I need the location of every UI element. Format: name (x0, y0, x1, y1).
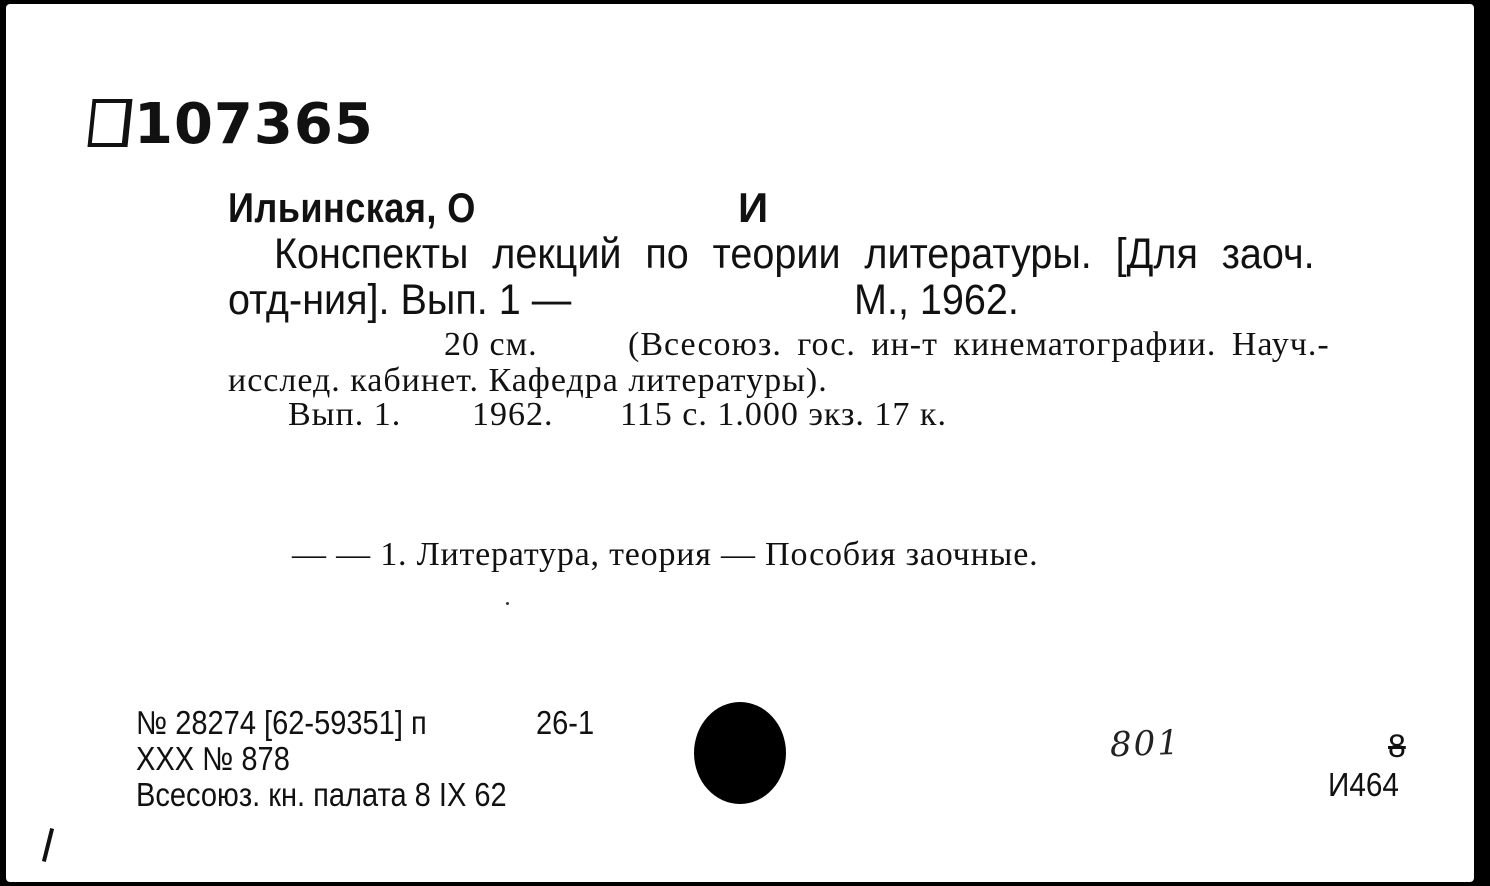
call-number (90, 92, 374, 157)
call-number-text: 107365 (134, 92, 374, 157)
author-name: Ильинская, О (228, 184, 476, 231)
volume-year: 1962. (472, 396, 554, 433)
volume: Вып. 1. (288, 396, 402, 433)
title-line-1: Конспекты лекций по теории литературы. [Для заоч. (274, 230, 1315, 278)
series-line-1: (Всесоюз. гос. ин-т кинематографии. Науч.- (628, 326, 1330, 363)
imprint-line-1: № 28274 [62-59351] п (136, 704, 427, 741)
catalog-card (6, 4, 1474, 882)
author-initial: И (738, 184, 769, 231)
volume-details: 115 с. 1.000 экз. 17 к. (620, 396, 947, 433)
title-line-2: отд-ния]. Вып. 1 — (228, 276, 572, 324)
place-year: М., 1962. (854, 276, 1019, 324)
scan-border (1474, 0, 1490, 886)
class-code-2: И464 (1328, 766, 1399, 803)
size: 20 см. (444, 326, 538, 363)
pencil-mark (42, 828, 54, 862)
call-number-mark (87, 99, 132, 147)
series-line-2: исслед. кабинет. Кафедра литературы). (228, 362, 828, 399)
imprint-line-3: Всесоюз. кн. палата 8 IX 62 (136, 776, 507, 813)
handwritten-note: 801 (1109, 722, 1182, 766)
class-code-1: 8 (1388, 728, 1406, 764)
imprint-line-1-code: 26-1 (536, 704, 595, 741)
speck (506, 602, 509, 605)
punch-hole (694, 702, 786, 804)
imprint-line-2: XXX № 878 (136, 740, 290, 777)
subject-heading: — — 1. Литература, теория — Пособия заочные. (292, 536, 1039, 573)
